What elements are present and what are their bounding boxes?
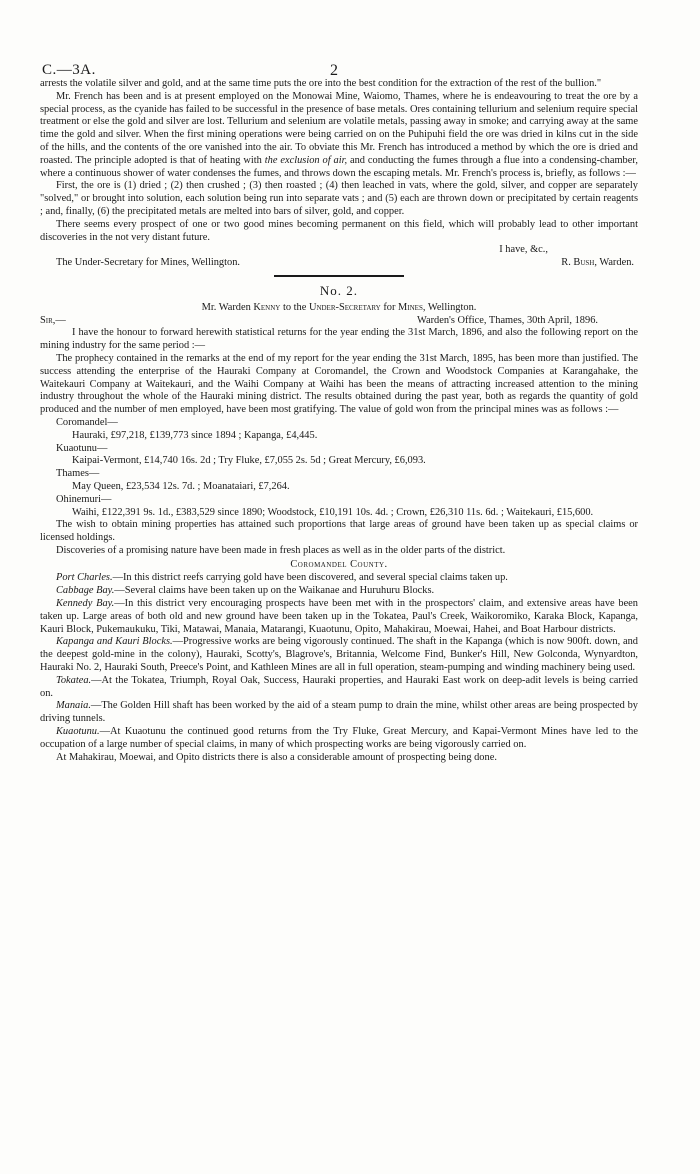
locality-paragraph: Kapanga and Kauri Blocks.—Progressive works are being vigorously continued. The shaft in the Kapanga (which is now 900ft. down, and the deepest gold-mine in the colony), Hauraki, Scotty's, Blagrove's, Britannia, Welcome Find, Bunker's Hill, New Golconda, Wynyardton, Hauraki No. 2, Hauraki South, Preece's Point, and Kathleen Mines are all in full operation, steam-pumping and winding machinery being used. xyxy=(40,636,638,674)
locality-paragraph: Manaia.—The Golden Hill shaft has been worked by the aid of a steam pump to drain the mine, whilst other areas are being prospected by driving tunnels. xyxy=(40,700,638,725)
locality-paragraph: Tokatea.—At the Tokatea, Triumph, Royal Oak, Success, Hauraki properties, and Hauraki East work on deep-adit levels is being carried on. xyxy=(40,674,638,699)
italic-phrase: the exclusion of air, xyxy=(264,154,348,166)
mine-district: Ohinemuri— xyxy=(56,493,112,505)
salutation-line xyxy=(40,315,638,328)
mine-district: Thames— xyxy=(56,468,100,480)
mine-district: Kuaotunu— xyxy=(56,442,108,454)
page-number: 2 xyxy=(330,62,338,79)
mine-detail: Waihi, £122,391 9s. 1d., £383,529 since 1890; Woodstock, £10,191 10s. 4d. ; Crown, £26,310 11s. 6d. ; Waitekauri, £15,600. xyxy=(72,506,594,518)
mine-detail: May Queen, £23,534 12s. 7d. ; Moanataiari, £7,264. xyxy=(72,480,290,492)
locality-paragraph: Cabbage Bay.—Several claims have been taken up on the Waikanae and Huruhuru Blocks. xyxy=(56,585,435,597)
locality-paragraph: Kennedy Bay.—In this district very encouraging prospects have been met with in the prospectors' claim, and extensive areas have been taken up. Large areas of both old and new ground have been taken up in the Tokatea, Paul's Creek, Waikoromiko, Karaka Block, Kapanga, Kauri Block, Pukemaukuku, Tiki, Matawai, Manaia, Matarangi, Kuaotunu, Opito, Mahakirau, Moewai, Hahei, and Boat Harbour districts. xyxy=(40,598,638,635)
paragraph: There seems every prospect of one or two good mines becoming permanent on this field, which will probably lead to other important discoveries in the not very distant future. xyxy=(40,218,638,243)
dateline: Warden's Office, Thames, 30th April, 1896. xyxy=(416,314,598,326)
mine-detail: Hauraki, £97,218, £139,773 since 1894 ; Kapanga, £4,445. xyxy=(72,429,318,441)
letter-number: No. 2. xyxy=(319,282,359,298)
section-heading: Coromandel County. xyxy=(290,558,388,570)
paragraph: First, the ore is (1) dried ; (2) then crushed ; (3) then roasted ; (4) then leached in vats, where the gold, silver, and copper are separately "solved," or brought into solution, each solution being run into separate vats ; and (5) each are thrown down or precipitated by certain reagents ; and, finally, (6) the precipitated metals are melted into bars of silver, gold, and copper. xyxy=(40,180,638,217)
signature: R. Bush, Warden. xyxy=(561,257,634,269)
locality-paragraph: Kuaotunu.—At Kuaotunu the continued good returns from the Try Fluke, Great Mercury, and Kapai-Vermont Mines have led to the occupation of a large number of special claims, in many of which prospecting works are being vigorously carried on. xyxy=(40,726,638,750)
mine-detail: Kaipai-Vermont, £14,740 16s. 2d ; Try Fluke, £7,055 2s. 5d ; Great Mercury, £6,093. xyxy=(72,455,426,467)
locality-paragraph: Port Charles.—In this district reefs carrying gold have been discovered, and several special claims taken up. xyxy=(56,572,508,584)
paragraph: arrests the volatile silver and gold, and at the same time puts the ore into the best condition for the extraction of the rest of the bullion." xyxy=(40,78,602,89)
page-header xyxy=(40,52,638,78)
closing-line: I have, &c., xyxy=(499,244,548,256)
addressee: The Under-Secretary for Mines, Wellington. xyxy=(56,257,241,269)
paragraph: The prophecy contained in the remarks at the end of my report for the year ending the 31st March, 1895, has been more than justified. The success attending the enterprise of the Hauraki Company at Coromandel, the Crown and Woodstock Companies at Karangahake, the Waitekauri Company at Waitekauri, and the Waihi Company at Waihi has been the means of attracting increased attention to the mining industry throughout the whole of the Hauraki mining district. The results obtained during the past year, both as regards the quantity of gold produced and the number of men employed, have been most gratifying. The value of gold won from the principal mines was as follows :— xyxy=(40,352,638,416)
document-reference: C.—3A. xyxy=(42,62,96,78)
paragraph: Discoveries of a promising nature have been made in fresh places as well as in the older parts of the district. xyxy=(56,544,506,556)
paragraph: The wish to obtain mining properties has attained such proportions that large areas of ground have been taken up as special claims or licensed holdings. xyxy=(40,519,638,544)
paragraph: Mr. French has been and is at present employed on the Monowai Mine, Waiomo, Thames, where he is endeavouring to treat the ore by a special process, as the cyanide has failed to be successful in the presence of base metals. Ores containing tellurium and selenium require special treatment or else the gold and silver are lost. Tellurium and selenium are volatile metals, passing away in smoke; and carrying away at the same time the gold and silver. When the first mining operations were being carried on on the Puhipuhi field the ore was dried in kilns cut in the side of the hills, and the contents of the ore vanished into the air. To obviate this Mr. French has introduced a method by which the ore is dried and roasted. The principle adopted is that of heating with the exclusion of air, and conducting the fumes through a flue into a condensing-chamber, where a continuous shower of water condenses the fumes, and throws down the escaping metals. Mr. French's process is, briefly, as follows :— xyxy=(40,90,638,179)
salutation: Sir,— xyxy=(40,314,66,326)
mine-list xyxy=(40,417,638,519)
paragraph: I have the honour to forward herewith statistical returns for the year ending the 31st March, 1896, and also the following report on the mining industry for the same period :— xyxy=(40,327,638,352)
signature-line xyxy=(40,257,638,270)
mine-district: Coromandel— xyxy=(56,416,118,428)
page-body xyxy=(40,78,638,764)
section-divider xyxy=(274,275,404,277)
letter-title: Mr. Warden Kenny to the Under-Secretary for Mines, Wellington. xyxy=(201,301,477,313)
paragraph: At Mahakirau, Moewai, and Opito districts there is also a considerable amount of prospecting being done. xyxy=(56,751,497,763)
